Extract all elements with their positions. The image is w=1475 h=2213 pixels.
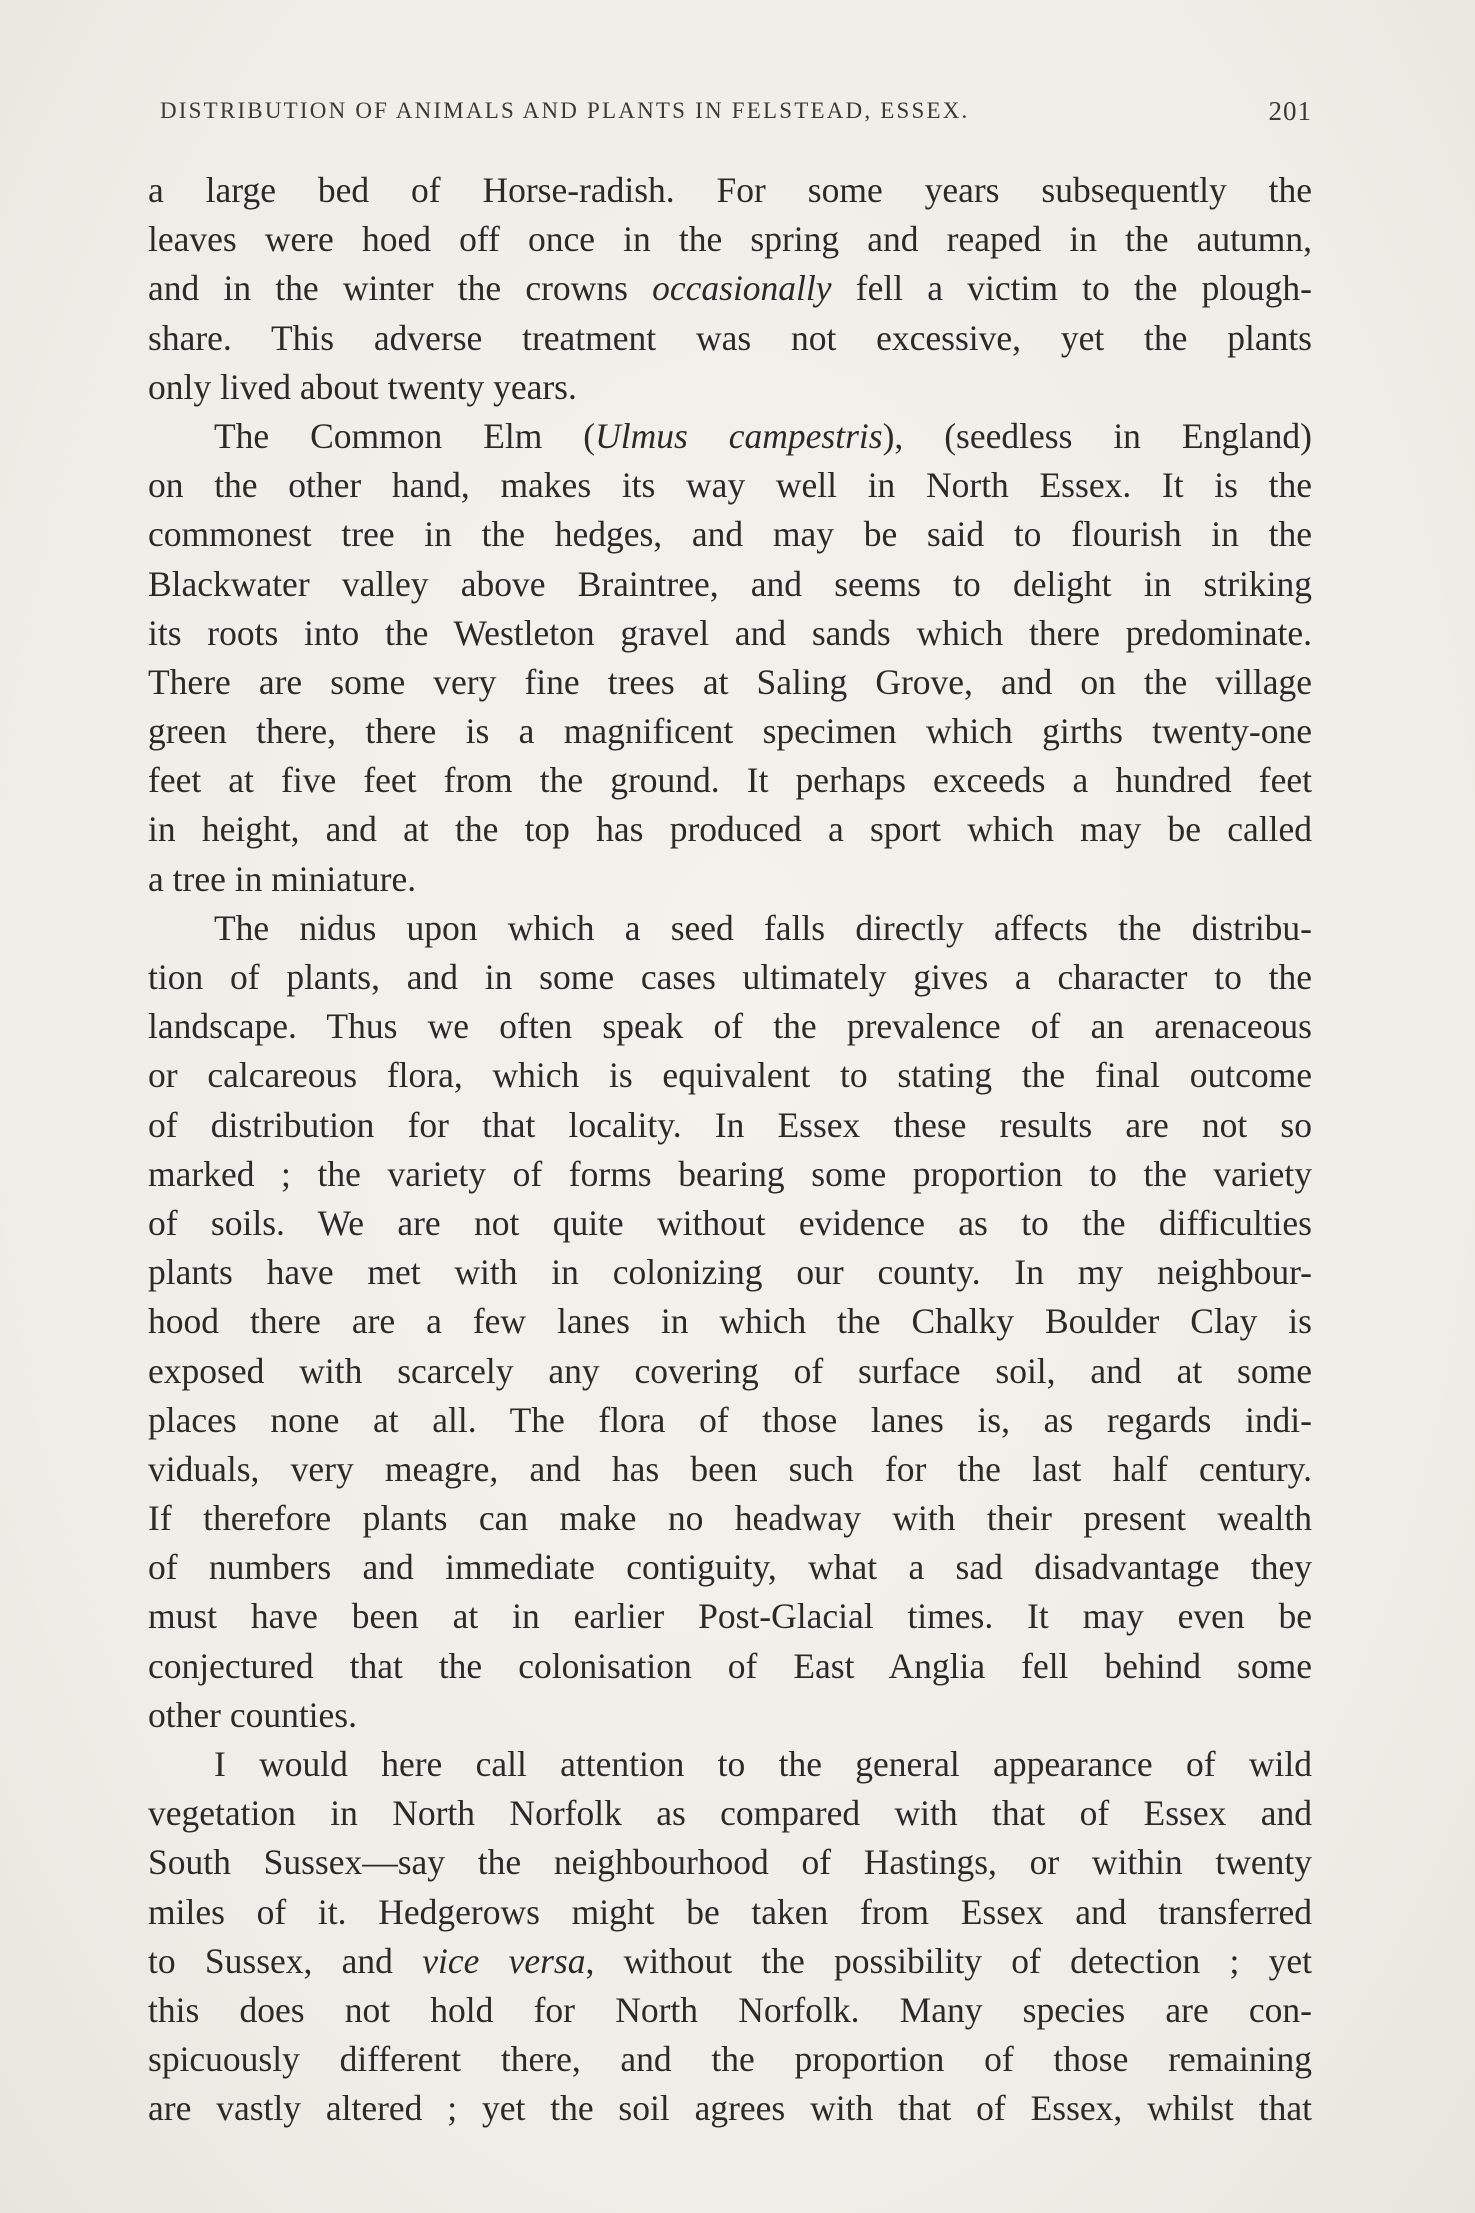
text-line: hood there are a few lanes in which the Chalky Boulder Clay is bbox=[148, 1301, 1312, 1342]
text-line: a large bed of Horse-radish. For some years subsequently the bbox=[148, 170, 1312, 210]
text-line: landscape. Thus we often speak of the prevalence of an arenaceous bbox=[148, 1006, 1312, 1047]
text-line: of soils. We are not quite without evidence as to the difficulties bbox=[148, 1202, 1312, 1243]
text-line: commonest tree in the hedges, and may be said to flourish in the bbox=[148, 514, 1312, 555]
paragraph-1 bbox=[148, 166, 1312, 412]
body-text bbox=[148, 166, 1312, 2134]
text-line: marked ; the variety of forms bearing some proportion to the variety bbox=[148, 1153, 1312, 1194]
text-line: viduals, very meagre, and has been such for the last half century. bbox=[148, 1448, 1312, 1489]
text-line: other counties. bbox=[148, 1694, 357, 1735]
text-line: its roots into the Westleton gravel and sands which there predominate. bbox=[148, 612, 1312, 653]
text-line: share. This adverse treatment was not excessive, yet the plants bbox=[148, 317, 1312, 358]
paragraph-3 bbox=[148, 904, 1312, 1740]
text-line: leaves were hoed off once in the spring and reaped in the autumn, bbox=[148, 219, 1312, 260]
text-line: this does not hold for North Norfolk. Many species are con- bbox=[148, 1989, 1312, 2030]
text-line: miles of it. Hedgerows might be taken from Essex and transferred bbox=[148, 1891, 1312, 1932]
text-line: places none at all. The flora of those lanes is, as regards indi- bbox=[148, 1399, 1312, 1440]
italic-term: vice versa bbox=[422, 1940, 586, 1981]
paragraph-4 bbox=[148, 1740, 1312, 2134]
page-number: 201 bbox=[1268, 96, 1312, 126]
text-line: I would here call attention to the general appearance of wild bbox=[214, 1744, 1312, 1784]
text-segment: , without the possibility of detection ; yet bbox=[585, 1940, 1313, 1981]
text-line: There are some very fine trees at Saling Grove, and on the village bbox=[148, 661, 1312, 702]
text-segment: ), (seedless in England) bbox=[882, 415, 1312, 456]
text-line bbox=[148, 412, 1312, 461]
text-segment: to Sussex, and bbox=[148, 1940, 423, 1981]
text-line: South Sussex—say the neighbourhood of Hastings, or within twenty bbox=[148, 1842, 1312, 1883]
text-segment: fell a victim to the plough- bbox=[831, 268, 1312, 309]
running-title: DISTRIBUTION OF ANIMALS AND PLANTS IN FELSTEAD, ESSEX. bbox=[160, 98, 970, 123]
text-line: If therefore plants can make no headway with their present wealth bbox=[148, 1498, 1312, 1539]
text-line: spicuously different there, and the proportion of those remaining bbox=[148, 2039, 1312, 2080]
text-line bbox=[148, 264, 1312, 313]
text-line: plants have met with in colonizing our county. In my neighbour- bbox=[148, 1252, 1312, 1293]
text-line: vegetation in North Norfolk as compared with that of Essex and bbox=[148, 1793, 1312, 1834]
text-line: only lived about twenty years. bbox=[148, 366, 577, 407]
text-line: Blackwater valley above Braintree, and seems to delight in striking bbox=[148, 563, 1312, 604]
text-line: on the other hand, makes its way well in North Essex. It is the bbox=[148, 465, 1312, 506]
text-line bbox=[148, 1937, 1312, 1986]
text-line: exposed with scarcely any covering of surface soil, and at some bbox=[148, 1350, 1312, 1391]
text-segment: The Common Elm ( bbox=[214, 415, 596, 456]
text-line: tion of plants, and in some cases ultimately gives a character to the bbox=[148, 957, 1312, 997]
text-line: or calcareous flora, which is equivalent to stating the final outcome bbox=[148, 1055, 1312, 1096]
text-line: in height, and at the top has produced a sport which may be called bbox=[148, 809, 1312, 850]
text-segment: and in the winter the crowns bbox=[148, 268, 653, 309]
text-line: The nidus upon which a seed falls directly affects the distribu- bbox=[214, 907, 1312, 948]
text-line: conjectured that the colonisation of East Anglia fell behind some bbox=[148, 1645, 1312, 1686]
text-line: of numbers and immediate contiguity, what a sad disadvantage they bbox=[148, 1547, 1312, 1588]
text-line: a tree in miniature. bbox=[148, 858, 417, 899]
text-line: green there, there is a magnificent specimen which girths twenty-one bbox=[148, 711, 1312, 752]
text-line: must have been at in earlier Post-Glacial times. It may even be bbox=[148, 1596, 1312, 1637]
running-head bbox=[160, 98, 1312, 138]
italic-term: occasionally bbox=[652, 268, 832, 309]
text-line: feet at five feet from the ground. It perhaps exceeds a hundred feet bbox=[148, 760, 1312, 801]
text-line: of distribution for that locality. In Essex these results are not so bbox=[148, 1104, 1312, 1145]
text-line: are vastly altered ; yet the soil agrees with that of Essex, whilst that bbox=[148, 2088, 1312, 2129]
italic-term: Ulmus campestris bbox=[595, 415, 883, 456]
paragraph-2 bbox=[148, 412, 1312, 904]
